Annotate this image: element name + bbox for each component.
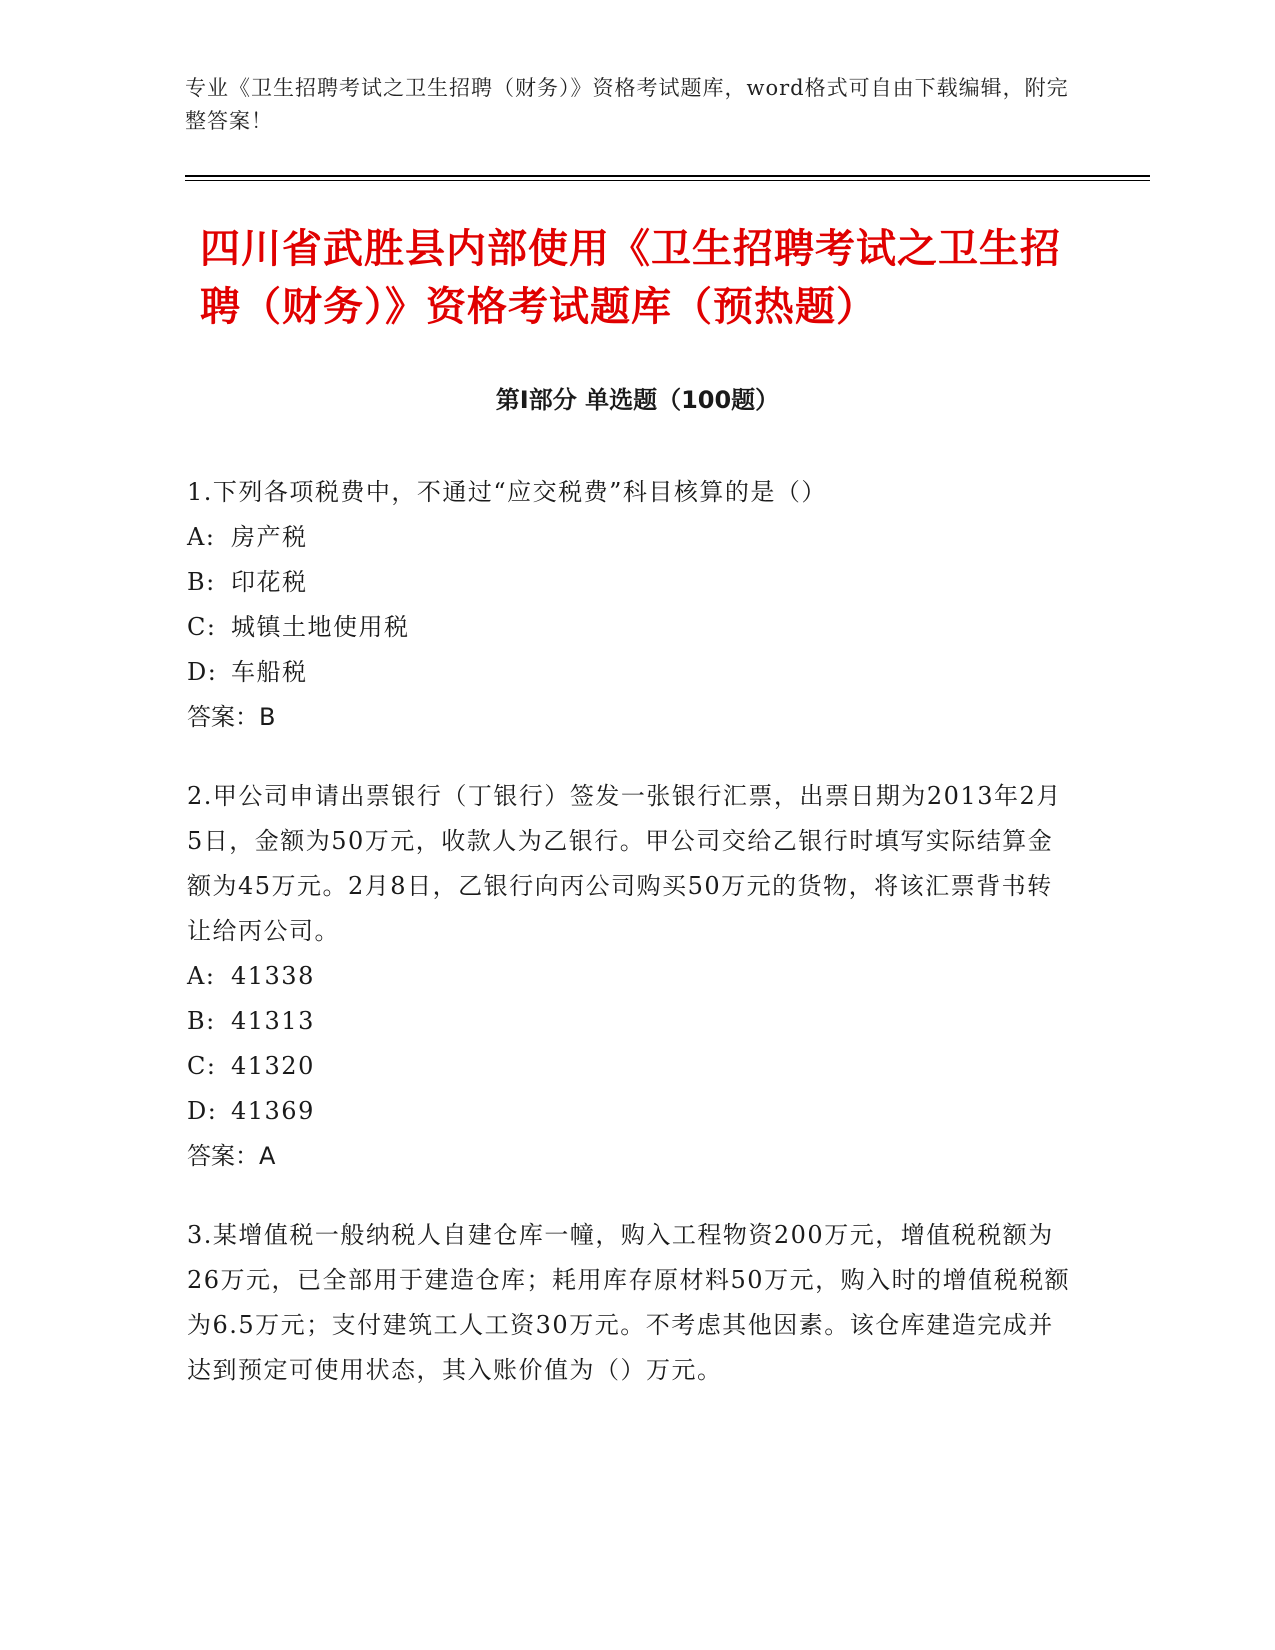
option-key: D:	[187, 658, 218, 686]
question-1	[187, 470, 1077, 740]
option-key: B:	[187, 568, 216, 596]
question-text: 1.下列各项税费中，不通过“应交税费”科目核算的是（）	[187, 478, 827, 506]
option-text: 41313	[231, 1007, 315, 1035]
answer-line: 答案：B	[187, 703, 276, 731]
option-text: 车船税	[231, 658, 308, 686]
option-text: 41369	[231, 1097, 315, 1125]
document-title: 四川省武胜县内部使用《卫生招聘考试之卫生招聘（财务）》资格考试题库（预热题）	[200, 226, 1061, 330]
option-key: D:	[187, 1097, 218, 1125]
option-key: B:	[187, 1007, 216, 1035]
option-text: 41320	[231, 1052, 315, 1080]
option-d	[187, 1089, 1077, 1134]
option-a	[187, 515, 1077, 560]
option-a	[187, 954, 1077, 999]
header-divider-thin	[185, 180, 1150, 181]
option-text: 印花税	[231, 568, 308, 596]
option-d	[187, 650, 1077, 695]
header-divider-thick	[185, 175, 1150, 177]
option-b	[187, 560, 1077, 605]
option-key: A:	[187, 962, 216, 990]
option-c	[187, 605, 1077, 650]
question-2	[187, 774, 1077, 1179]
option-b	[187, 999, 1077, 1044]
option-text: 房产税	[231, 523, 308, 551]
option-c	[187, 1044, 1077, 1089]
question-list	[187, 470, 1077, 1427]
option-key: C:	[187, 1052, 217, 1080]
option-key: A:	[187, 523, 216, 551]
option-key: C:	[187, 613, 217, 641]
option-text: 城镇土地使用税	[231, 613, 410, 641]
question-text: 2.甲公司申请出票银行（丁银行）签发一张银行汇票，出票日期为2013年2月5日，金额为50万元，收款人为乙银行。甲公司交给乙银行时填写实际结算金额为45万元。2月8日，乙银行向丙公司购买50万元的货物，将该汇票背书转让给丙公司。	[187, 782, 1062, 945]
section-heading: 第I部分 单选题（100题）	[495, 386, 780, 414]
question-text: 3.某增值税一般纳税人自建仓库一幢，购入工程物资200万元，增值税税额为26万元，已全部用于建造仓库；耗用库存原材料50万元，购入时的增值税税额为6.5万元；支付建筑工人工资30万元。不考虑其他因素。该仓库建造完成并达到预定可使用状态，其入账价值为（）万元。	[187, 1221, 1071, 1384]
answer-line: 答案：A	[187, 1142, 276, 1170]
question-3	[187, 1213, 1077, 1393]
option-text: 41338	[231, 962, 315, 990]
header-note: 专业《卫生招聘考试之卫生招聘（财务）》资格考试题库，word格式可自由下载编辑，附完整答案！	[185, 76, 1069, 133]
